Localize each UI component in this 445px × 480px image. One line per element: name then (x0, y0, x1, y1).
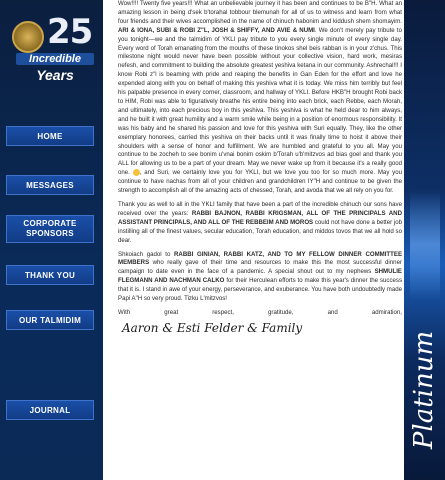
light-streak (410, 190, 440, 300)
nav-our-talmidim-label: OUR TALMIDIM (18, 315, 82, 325)
anniversary-logo (6, 12, 98, 90)
closing-word: great (164, 309, 179, 317)
letter-p3-text-a: Shkoiach gadol to (118, 250, 175, 258)
logo-number: 25 (47, 12, 93, 52)
nav-journal-label: JOURNAL (29, 405, 71, 415)
nav-corporate-label-line1: CORPORATE (23, 219, 77, 228)
logo-title: Incredible (16, 53, 94, 65)
medal-icon (12, 21, 44, 53)
letter-p2-text-a: Thank you as well to all in the YKLI family that have been a part of the incredible chinuch our sons have received over the years: (118, 201, 402, 217)
closing-word: With (118, 309, 131, 317)
letter-paragraph-3 (118, 251, 402, 304)
nav-corporate-sponsors-button[interactable] (6, 215, 94, 243)
nav-corporate-label-line2: SPONSORS (26, 229, 74, 238)
letter-p1-text-c: , and Suri, we certainly love you for YKLI, but we love you too for so much more. May you continue to have nachas from all of your children and grandchildren IY"H and continue to be given the strength to accomplish all of the amazing acts of chessed, Torah, and avoda that we all rely on you for. (118, 169, 403, 195)
signature: Aaron & Esti Felder & Family (122, 320, 303, 335)
nav-journal-button[interactable] (6, 400, 94, 420)
nav-thank-you-label: THANK YOU (24, 270, 76, 280)
letter-content (118, 0, 402, 480)
nav-our-talmidim-button[interactable] (6, 310, 94, 330)
nav-messages-label: MESSAGES (26, 180, 74, 190)
nav-home-label: HOME (37, 131, 63, 141)
tier-text: Platinum (409, 330, 439, 450)
closing-word: respect, (212, 309, 234, 317)
nav-thank-you-button[interactable] (6, 265, 94, 285)
tier-label (407, 310, 441, 470)
sidebar (0, 0, 103, 480)
letter-p1-text-b: . We don't merely pay tribute to you tonight—we and the talmidim of YKLI pay tribute to you every single minute of every single day. Every word of Torah emanating from the mouths of these tinokos shel beis rabban is in your z'chus. This milestone night would never have been possible without your collective vision, hard work, mesiras nefesh, and commitment to building the absolute greatest yeshiva ketana in our community. Ashrechal!!! I know Robi z"l is beaming with pride and reaping the benefits in Gan Eden for the effort and love he expended along with you on behalf of making this yeshiva what it is today. We miss him terribly but feel his palpable presence in every corner, classroom, and hallway of YKLI. Before HKB"H brought Robi back to HIM, Robi was able to figuratively breathe his entire being into each brick, each Rebbe, each Morah, and ultimately, into each precious boy in this yeshiva. This yeshiva is what he held dear to him always, and he built it with great humility and a warm smile while being in a position of enormous responsibility. It was his baby and he shared his passion and love for this yeshiva with Suri equally. They, like the other exemplary honorees, carried this yeshiva on their backs until it was finally time to hoist it above their shoulders with a sense of honor and fulfillment. We are humbled and grateful to you all. May you continue to be zocheh to see bonim u'vnai bonim oskim b'Torah u'b'mitzvos ad bias goel and thank you ALL for allowing us to be a part of your dream. May we never wake up from it because it's a really good one. (118, 26, 402, 177)
nav-messages-button[interactable] (6, 175, 94, 195)
letter-p3-names: RABBI GINIAN, RABBI KATZ, AND TO MY FELLOW DINNER COMMITTEE MEMBERS (118, 250, 403, 267)
logo-subtitle: Years (36, 67, 74, 83)
letter-p1-honorees: ARI & IONA, SUBI & ROBI Z"L, JOSH & SHIFFY, AND AVIE & NUMI (118, 26, 315, 34)
letter-p2-names: RABBI BAJNON, RABBI KRIGSMAN, ALL OF THE PRINCIPALS AND ASSISTANT PRINCIPALS, AND ALL OF THE REBBEIM AND MOROS (118, 209, 402, 226)
letter-paragraph-1 (118, 0, 402, 196)
letter-paragraph-2 (118, 201, 402, 246)
closing-line (118, 309, 402, 318)
closing-word: and (327, 309, 338, 317)
closing-word: admiration, (371, 309, 402, 317)
letter-p3-names-2: SHMULIE FLEGMANN AND NACHMAN CALKO (118, 268, 402, 285)
letter-p1-text-a: Wow!!!! Twenty five years!!! What an unbelievable journey it has been and continues to be B"H. What an amazing lesson in being d'sek b'torahal tobbour blemunah for all of us to witness and learn from what four friends and their wives accomplished in the name of chinuch habonim and kiddush shem shomayim. (118, 0, 402, 25)
letter-p3-text-b: who really gave of their time and resources to make this the most successful dinner campaign to date even in the face of a pandemic. A special shout out to my nephews (118, 259, 402, 276)
smiley-icon (133, 169, 140, 176)
letter-p3-text-c: for their Herculean efforts to make this year's dinner the success that it is. I stand in awe of your energy, perseverance, and exuberance. You have both undoubtedly made Papi A"H so very proud. Tizku L'mitzvos! (118, 277, 402, 303)
letter-p2-text-b: could not have done a better job instilling all of the finest values, secular education, Torah education, and middos tovos that we all hold so dear. (118, 218, 402, 244)
nav-home-button[interactable] (6, 126, 94, 146)
closing-word: gratitude, (268, 309, 294, 317)
